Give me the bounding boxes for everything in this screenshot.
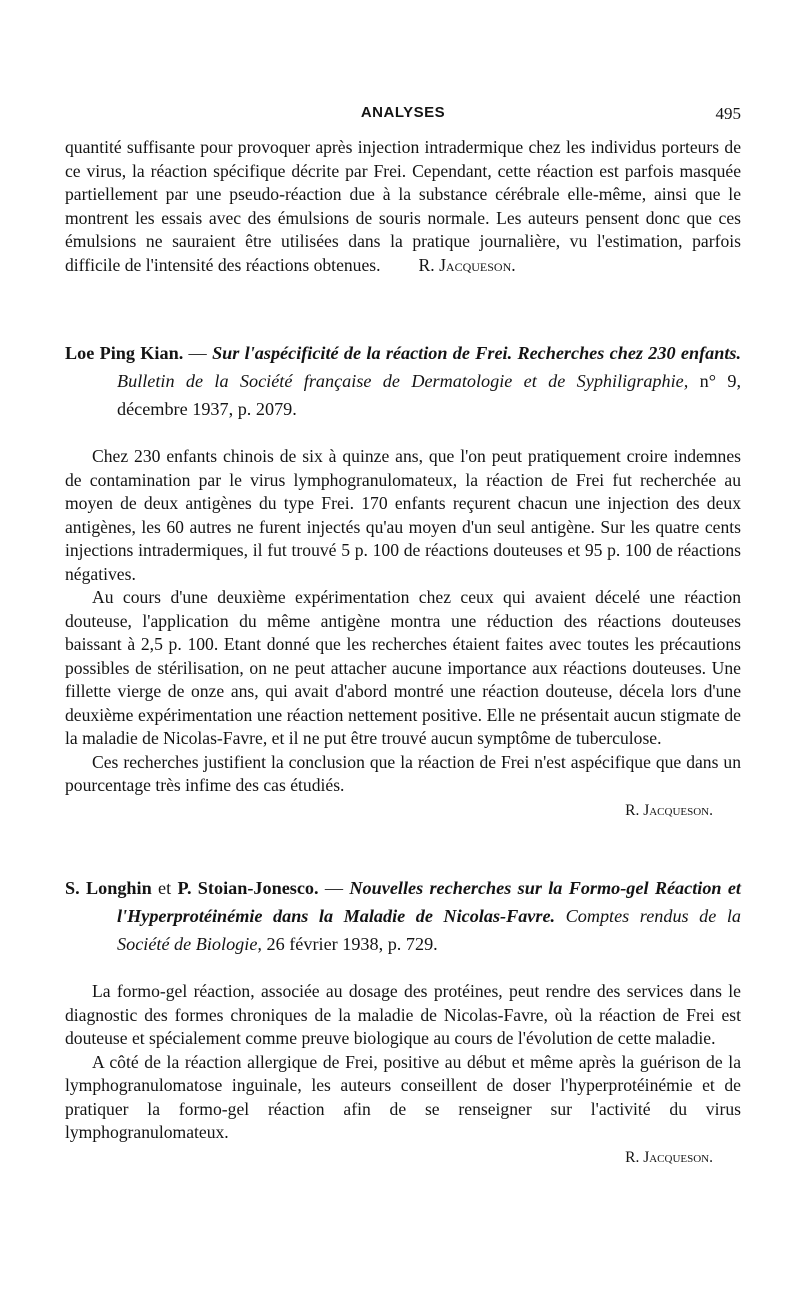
- entry2-conjunction: et: [151, 878, 178, 898]
- running-header: [65, 100, 741, 124]
- entry1-title: Sur l'aspécificité de la réaction de Frei. Recherches chez 230 enfants.: [212, 343, 742, 363]
- entry1-dash: —: [183, 343, 213, 363]
- entry2-paragraph-1: La formo-gel réaction, associée au dosage des protéines, peut rendre des services dans le diagnostic des formes chroniques de la maladie de Nicolas-Favre, où la réaction de Frei est douteuse et spécialement comme preuve biologique au cours de l'évolution de cette maladie.: [65, 981, 741, 1048]
- intro-signature: R. Jacqueson.: [418, 254, 516, 275]
- entry2-author-1: S. Longhin: [65, 878, 152, 898]
- entry2-heading: [65, 874, 741, 958]
- entry1-paragraph-2: Au cours d'une deuxième expérimentation chez ceux qui avaient décelé une réaction douteuse, l'application du même antigène montra une réduction des réactions douteuses baissant à 2,5 p. 100. Etant donné que les recherches étaient faites avec toutes les précautions possibles de stérilisation, on ne peut attacher aucune importance aux réactions douteuses. Une fillette vierge de onze ans, qui avait d'abord montré une réaction douteuse, décela lors d'une deuxième expérimentation une réaction nettement positive. Elle ne présentait aucun stigmate de la maladie de Nicolas-Favre, et il ne put être trouvé aucun symptôme de tuberculose.: [65, 587, 741, 748]
- running-title: ANALYSES: [360, 104, 446, 121]
- entry2-signature: R. Jacqueson.: [625, 1148, 713, 1166]
- entry1-heading: [65, 339, 741, 423]
- intro-text: quantité suffisante pour provoquer après injection intradermique chez les individus porteurs de ce virus, la réaction spécifique décrite par Frei. Cependant, cette réaction est parfois masquée partiellement par une pseudo-réaction due à la substance cérébrale elle-même, ainsi que le montrent les essais avec des émulsions de souris normale. Les auteurs pensent donc que ces émulsions ne sauraient être utilisées dans la pratique journalière, vu l'estimation, parfois difficile de l'intensité des réactions obtenues.: [65, 137, 741, 275]
- entry1-paragraph-1: Chez 230 enfants chinois de six à quinze ans, que l'on peut pratiquement croire indemnes de contamination par le virus lymphogranulomateux, la réaction de Frei fut recherchée au moyen de deux antigènes du type Frei. 170 enfants reçurent chacun une injection des deux antigènes, les 60 autres ne furent injectés qu'au moyen d'un seul antigène. Sur les quatre cents injections intradermiques, il fut trouvé 5 p. 100 de réactions douteuses et 95 p. 100 de réactions négatives.: [65, 446, 741, 584]
- page: [65, 100, 741, 1169]
- entry2-author-2: P. Stoian-Jonesco.: [177, 878, 319, 898]
- entry2-journal: Comptes rendus de la Société de Biologie,: [117, 906, 741, 954]
- entry1-journal: Bulletin de la Société française de Dermatologie et de Syphiligraphie,: [117, 371, 689, 391]
- entry1-author: Loe Ping Kian.: [65, 343, 184, 363]
- entry1-paragraph-3: Ces recherches justifient la conclusion que la réaction de Frei n'est aspécifique que dans un pourcentage très infime des cas étudiés.: [65, 751, 741, 795]
- entry2-dash: —: [318, 878, 350, 898]
- entry2-title: Nouvelles recherches sur la Formo-gel Réaction et l'Hyperprotéinémie dans la Maladie de Nicolas-Favre.: [117, 878, 741, 926]
- entry1-signature: R. Jacqueson.: [625, 801, 713, 819]
- entry2-paragraph-2: A côté de la réaction allergique de Frei, positive au début et même après la guérison de la lymphogranulomatose inguinale, les auteurs conseillent de doser l'hyperprotéinémie et de pratiquer la formo-gel réaction afin de se renseigner sur l'activité du virus lymphogranulomateux.: [65, 1051, 741, 1142]
- page-number: 495: [715, 104, 741, 123]
- intro-paragraph: [65, 136, 741, 277]
- entry1-citation: n° 9, décembre 1937, p. 2079.: [117, 371, 742, 419]
- entry2-citation: 26 février 1938, p. 729.: [261, 934, 438, 954]
